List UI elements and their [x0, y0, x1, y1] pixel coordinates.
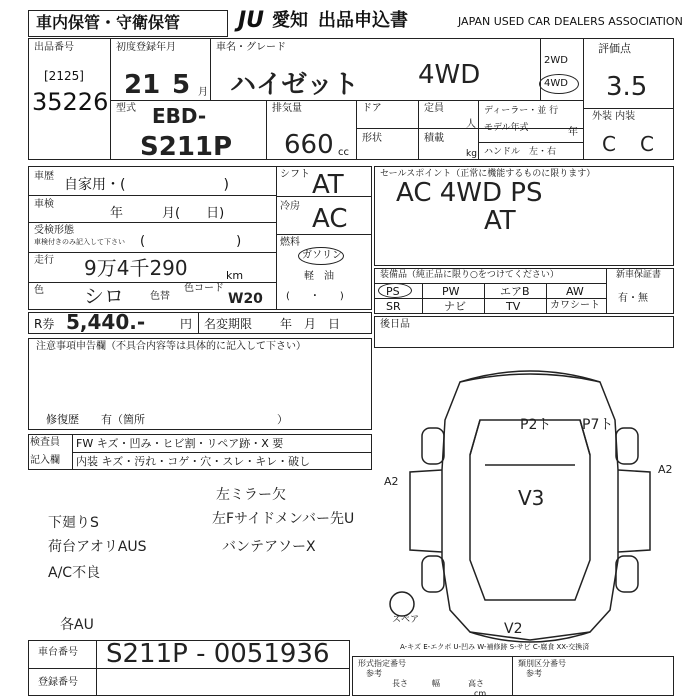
fuel-label: 燃料 — [280, 237, 300, 248]
equipment-item: カワシート — [550, 300, 600, 311]
ref-cell: 参考 — [366, 669, 382, 678]
lot-label: 出品番号 — [34, 42, 74, 53]
ref-cell: 形式指定番号 — [358, 659, 406, 668]
inspector-label1: 検査員 — [30, 437, 60, 448]
ref-cell: 類別区分番号 — [518, 659, 566, 668]
ref-cell: 参考 — [526, 669, 542, 678]
history-label: 車歴 — [34, 171, 54, 182]
chassis-value: S211P - 0051936 — [106, 639, 330, 669]
ac-label: 冷房 — [280, 201, 300, 212]
mileage-value: 9万4千290 — [84, 256, 188, 280]
inspector-row2: 内装 キズ・汚れ・コゲ・穴・スレ・キレ・破し — [76, 455, 311, 468]
registration-label: 初度登録年月 — [116, 42, 176, 53]
diagram-mark: A2 — [384, 475, 399, 488]
model-year-label: モデル年式 — [484, 123, 529, 133]
inspection-value: 年 月( 日) — [110, 206, 225, 221]
note-line: 左Fサイドメンバー先U — [212, 511, 355, 527]
registration-month-unit: 月 — [198, 87, 208, 98]
spare-label: スペア — [392, 615, 420, 625]
recycle-unit: 円 — [180, 317, 193, 331]
note-line: 各AU — [60, 617, 94, 633]
shift-value: AT — [312, 170, 344, 200]
model-value: S211P — [140, 132, 233, 162]
diagram-mark: V3 — [518, 486, 545, 510]
color-swap-label: 色替 — [150, 291, 170, 302]
inspector-label2: 記入欄 — [30, 455, 60, 466]
sales-point-line1: AC 4WD PS — [396, 178, 543, 208]
displacement-value: 660 — [284, 130, 334, 160]
chassis-label: 車台番号 — [38, 647, 78, 658]
capacity-label: 定員 — [424, 103, 444, 114]
inspector-row1: FW キズ・凹み・ヒビ割・リペア跡・X 要 — [76, 437, 284, 450]
note-line: 荷台アオリAUS — [48, 539, 147, 555]
transfer-sub: 車検付きのみ記入して下さい — [34, 238, 125, 246]
mileage-unit: km — [226, 269, 244, 282]
mileage-label: 走行 — [34, 255, 54, 266]
transfer-value: ( ) — [140, 234, 242, 249]
ju-logo: JU — [238, 8, 265, 33]
displacement-label: 排気量 — [272, 103, 302, 114]
equipment-item: TV — [506, 300, 521, 313]
note-line: バンテアソーX — [222, 539, 316, 555]
registration-month: 5 — [172, 70, 191, 100]
door-label: ドア — [362, 103, 382, 114]
ext-int-label: 外装 内装 — [592, 111, 636, 122]
equipment-item: AW — [566, 285, 584, 298]
equipment-item: SR — [386, 300, 401, 313]
repair-history: 修復歴 有（箇所 ） — [46, 413, 288, 426]
fuel-diesel: 軽 油 — [304, 271, 334, 282]
rear-label: 後日品 — [380, 319, 410, 330]
name-change-value: 年 月 日 — [280, 317, 341, 331]
diagram-mark: A2 — [658, 463, 673, 476]
shift-label: シフト — [280, 169, 310, 180]
handle-label: ハンドル 左・右 — [484, 147, 557, 157]
equipment-item: ナビ — [444, 300, 466, 313]
org-name: 愛知 — [272, 10, 308, 31]
equipment-item: PW — [442, 285, 460, 298]
equipment-label: 装備品（純正品に限り○をつけてください） — [380, 270, 559, 280]
ref-cm: cm — [474, 689, 487, 698]
equipment-item: エアB — [500, 285, 530, 298]
color-code-value: W20 — [228, 291, 263, 307]
shape-label: 形状 — [362, 133, 382, 144]
registration-year: 21 — [124, 70, 161, 100]
color-code-label: 色コード — [184, 283, 224, 294]
rating-ext: C — [602, 132, 616, 156]
car-drive-note: 4WD — [418, 60, 481, 90]
notes-label: 注意事項申告欄（不具合内容等は具体的に記入して下さい） — [36, 341, 306, 352]
recycle-value: 5,440.- — [66, 310, 146, 334]
rating-value: 3.5 — [606, 72, 648, 102]
warranty-value: 有・無 — [618, 293, 648, 304]
transfer-label: 受検形態 — [34, 225, 74, 236]
ref-cell: 高さ — [468, 679, 484, 688]
car-diagram — [380, 360, 680, 660]
note-line: A/C不良 — [48, 565, 101, 581]
note-line: 下廻りS — [48, 515, 99, 531]
diagram-mark: P7ト — [582, 417, 614, 433]
color-label: 色 — [34, 285, 44, 296]
doc-title: 出品申込書 — [318, 10, 408, 31]
rating-int: C — [640, 132, 654, 156]
person-unit: 人 — [466, 119, 476, 130]
model-label: 型式 — [116, 103, 136, 114]
rear-box — [374, 316, 674, 348]
inspection-label: 車検 — [34, 199, 54, 210]
damage-legend: A-キズ E-エクボ U-凹み W-補修跡 S-サビ C-腐食 XX-交換済 — [400, 643, 590, 651]
recycle-label: R券 — [34, 317, 55, 331]
ac-value: AC — [312, 204, 348, 234]
fuel-other: ( ・ ) — [286, 291, 344, 302]
storage-label: 車内保管・守衛保管 — [36, 13, 181, 32]
kg-unit: kg — [466, 149, 477, 159]
ref-cell: 幅 — [432, 679, 440, 688]
diagram-mark: P2ト — [520, 417, 552, 433]
ref-cell: 長さ — [392, 679, 408, 688]
rating-label: 評価点 — [598, 42, 631, 55]
registration-number-label: 登録番号 — [38, 677, 78, 688]
drive-2wd: 2WD — [544, 55, 568, 66]
name-change-label: 名変期限 — [204, 317, 253, 331]
car-name-value: ハイゼット — [230, 70, 359, 100]
car-name-label: 車名・グレード — [216, 42, 286, 53]
equipment-item: PS — [386, 285, 400, 298]
diagram-mark: V2 — [504, 621, 523, 637]
note-line: 左ミラー欠 — [216, 487, 286, 503]
model-prefix: EBD- — [152, 104, 207, 128]
sales-point-line2: AT — [484, 206, 516, 236]
displacement-unit: cc — [338, 147, 349, 158]
drive-4wd: 4WD — [544, 78, 568, 89]
color-value: シロ — [84, 284, 124, 308]
year-unit: 年 — [568, 127, 578, 138]
sales-point-label: セールスポイント（正常に機能するものに限ります） — [380, 169, 596, 179]
warranty-label: 新車保証書 — [616, 270, 662, 280]
fuel-gas: ガソリン — [302, 250, 342, 261]
dealer-label: ディーラー・並 行 — [484, 106, 559, 116]
lot-number: 35226 — [32, 88, 109, 116]
assoc-name: JAPAN USED CAR DEALERS ASSOCIATION — [458, 15, 683, 28]
load-label: 積載 — [424, 133, 444, 144]
lot-sub-number: [2125] — [44, 69, 84, 83]
history-value: 自家用・( ) — [64, 177, 229, 193]
